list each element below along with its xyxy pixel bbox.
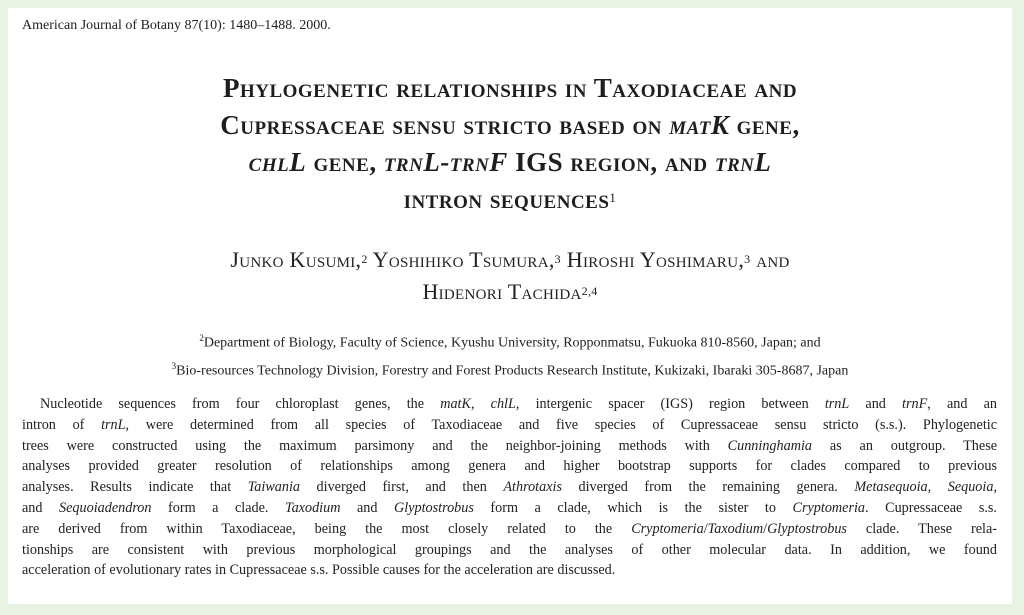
affiliation: $^3$Bio-resources Technology Division, Forestry and Forest Products Research Institute, Kukizaki, Ibaraki 305-8687, Japan bbox=[171, 360, 849, 379]
title-footnote-mark: 1 bbox=[609, 190, 617, 205]
journal-citation: American Journal of Botany 87(10): 1480–1488. 2000. bbox=[22, 18, 331, 33]
author-line-1: Junko Kusumi,$^2$ Yoshihiko Tsumura,$^3$ Hiroshi Yoshimaru,$^3$ and bbox=[230, 247, 790, 272]
author-line-2: Hidenori Tachida$^{2,4}$ bbox=[422, 279, 598, 304]
abstract-line: Nucleotide sequences from four chloroplast genes, the matK, chlL, intergenic spacer (IGS) region between trnL and trnF, and an bbox=[40, 396, 997, 412]
abstract-line: acceleration of evolutionary rates in Cupressaceae s.s. Possible causes for the acceleration are discussed. bbox=[22, 562, 616, 579]
title-line-2: Cupressaceae sensu stricto based on matK gene, bbox=[220, 110, 800, 140]
abstract-line: intron of trnL, were determined from all species of Taxodiaceae and five species of Cupressaceae sensu stricto (s.s.). Phylogenetic bbox=[22, 416, 998, 433]
title-line-4: intron sequences$^1$ bbox=[403, 184, 617, 214]
abstract-line: and Sequoiadendron form a clade. Taxodium and Glyptostrobus form a clade, which is the sister to Cryptomeria. Cupressaceae s.s. bbox=[22, 499, 997, 516]
title-line-1: Phylogenetic relationships in Taxodiaceae and bbox=[222, 73, 798, 103]
paper-title bbox=[8, 70, 1012, 218]
author-name: Hidenori Tachida bbox=[422, 279, 582, 304]
affiliations bbox=[8, 327, 1012, 382]
author-list bbox=[8, 244, 1012, 308]
author-name: Junko Kusumi, bbox=[230, 247, 362, 272]
author-name: Hiroshi Yoshimaru, bbox=[560, 247, 745, 272]
title-line-3: chlL gene, trnL-trnF IGS region, and trnL bbox=[248, 147, 772, 177]
author-name: Yoshihiko Tsumura, bbox=[367, 247, 555, 272]
affiliation: $^2$Department of Biology, Faculty of Science, Kyushu University, Ropponmatsu, Fukuoka 810-8560, Japan; and bbox=[199, 333, 821, 351]
abstract-line: trees were constructed using the maximum parsimony and the neighbor-joining methods with Cunninghamia as an outgroup. These bbox=[22, 437, 998, 454]
abstract bbox=[22, 394, 997, 581]
abstract-line: analyses provided greater resolution of relationships among genera and higher bootstrap supports for clades compared to previous bbox=[22, 458, 997, 475]
abstract-line: analyses. Results indicate that Taiwania diverged first, and then Athrotaxis diverged from the remaining genera. Metasequoia, Sequoia, bbox=[22, 479, 997, 496]
abstract-line: tionships are consistent with previous morphological groupings and the analyses of other molecular data. In addition, we found bbox=[22, 541, 997, 558]
paper-page bbox=[8, 8, 1012, 604]
abstract-line: are derived from within Taxodiaceae, being the most closely related to the Cryptomeria/Taxodium/Glyptostrobus clade. These rela- bbox=[22, 520, 997, 537]
